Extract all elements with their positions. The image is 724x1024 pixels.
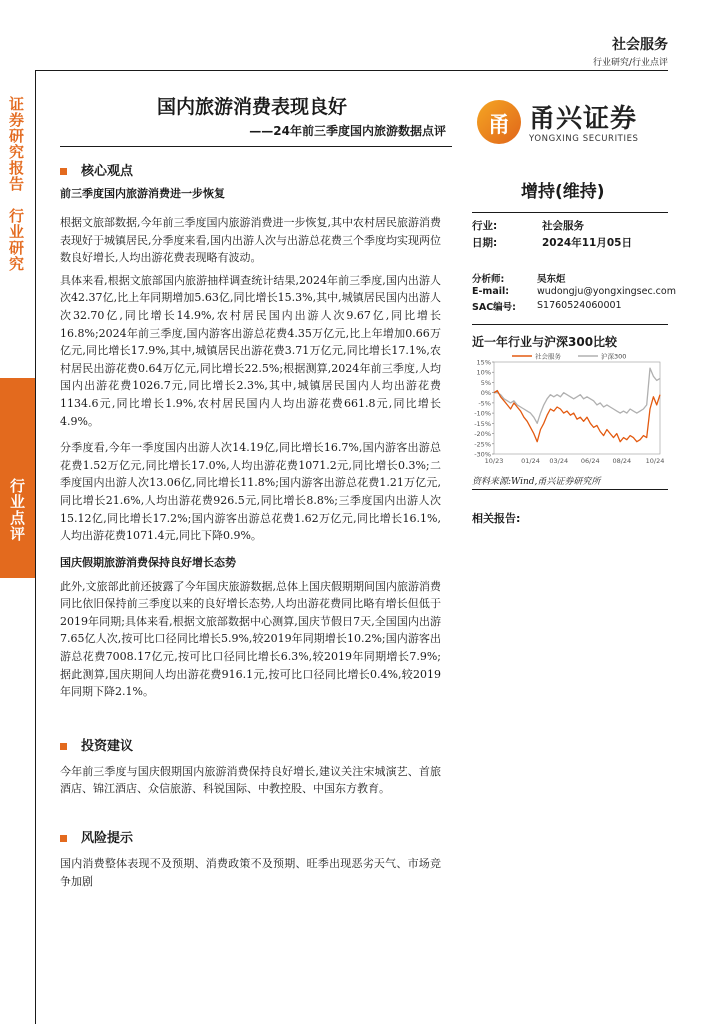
paragraph-6: 国内消费整体表现不及预期、消费政策不及预期、旺季出现恶劣天气、市场竞争加剧 xyxy=(60,857,441,888)
related-reports: 相关报告: xyxy=(472,512,521,525)
y-tick-label: -15% xyxy=(474,419,491,428)
paragraph-3: 分季度看,今年一季度国内出游人次14.19亿,同比增长16.7%,国内游客出游总花费1.52万亿元,同比增长17.0%,人均出游花费1071.2元,同比增长0.3%;二季度国内出游人次13.06亿,同比增长11.8%;国内游客出游总花费1.21万亿元,同比增长21.6%,人均出游花费926.5元,同比增长8.8%;三季度国内出游人次15.12亿,同比增长17.2%;国内游客出游总花费1.62万亿元,同比增长16.1%,人均出游花费1071.4元,同比下降0.9%。 xyxy=(60,441,441,543)
industry-value: 社会服务 xyxy=(542,220,584,232)
logo-mark-glyph: 甬 xyxy=(487,113,510,138)
paragraph-2: 具体来看,根据文旅部国内旅游抽样调查统计结果,2024年前三季度,国内出游人次42.37亿,比上年同期增加5.63亿,同比增长15.3%,其中,城镇居民国内出游人次32.70亿,同比增长14.9%,农村居民国内出游人次9.67亿,同比增长16.8%;2024年前三季度,国内游客出游总花费4.35万亿元,比上年增加0.66万亿元,同比增长17.9%,其中,城镇居民出游花费3.71万亿元,同比增长17.1%,农村居民出游花费0.64万亿元,同比增长22.5%;根据测算,2024年前三季度,人均国内出游花费1026.7元,同比增长2.3%,其中,城镇居民国内人均出游花费1134.6元,同比增长1.9%,农村居民国内人均出游花费661.8元,同比增长4.9%。 xyxy=(60,273,441,428)
x-tick-label: 06/24 xyxy=(580,457,600,465)
y-tick-label: -30% xyxy=(474,450,491,459)
sidebar-top-label: 证券研究报告 xyxy=(7,96,25,192)
logo xyxy=(477,96,667,152)
bullet-square-icon xyxy=(60,168,67,175)
invest-heading-text: 投资建议 xyxy=(81,738,134,754)
analyst-label: 分析师: xyxy=(472,274,505,285)
subheading-q3: 前三季度国内旅游消费进一步恢复 xyxy=(60,187,225,200)
x-tick-label: 08/24 xyxy=(612,457,632,465)
date-label: 日期: xyxy=(472,237,498,249)
page-subtitle: ——24年前三季度国内旅游数据点评 xyxy=(249,124,446,138)
chart-source: 资料来源:Wind,甬兴证券研究所 xyxy=(472,477,601,487)
paragraph-1: 根据文旅部数据,今年前三季度国内旅游消费进一步恢复,其中农村居民旅游消费表现好于城镇居民,分季度来看,国内出游人次与出游总花费三个季度均实现两位数良好增长,人均出游花费表现略有波动。 xyxy=(60,216,441,265)
logo-en: YONGXING SECURITIES xyxy=(529,134,639,144)
risk-heading-text: 风险提示 xyxy=(81,831,134,847)
legend-label: 沪深300 xyxy=(601,352,627,361)
logo-mark xyxy=(477,100,521,144)
core-heading-text: 核心观点 xyxy=(81,164,134,179)
x-tick-label: 10/24 xyxy=(645,457,665,465)
x-tick-label: 03/24 xyxy=(549,457,569,465)
y-tick-label: 10% xyxy=(476,368,491,377)
y-tick-label: 5% xyxy=(480,378,491,387)
chart-rule xyxy=(472,489,668,490)
header-category: 行业研究/行业点评 xyxy=(592,58,668,68)
y-tick-label: 15% xyxy=(476,358,491,367)
email-label: E-mail: xyxy=(472,286,510,298)
page-title: 国内旅游消费表现良好 xyxy=(156,96,347,118)
industry-label: 行业: xyxy=(472,220,498,232)
y-tick-label: -10% xyxy=(474,409,491,418)
chart-title: 近一年行业与沪深300比较 xyxy=(472,335,618,349)
legend-label: 社会服务 xyxy=(535,352,561,361)
x-tick-label: 10/23 xyxy=(484,457,504,465)
x-tick-label: 01/24 xyxy=(521,457,540,465)
info-rule xyxy=(472,324,668,325)
email-value: wudongju@yongxingsec.com xyxy=(537,286,676,298)
bullet-square-icon xyxy=(60,835,67,842)
sac-value: S1760524060001 xyxy=(537,300,622,311)
paragraph-4: 此外,文旅部此前还披露了今年国庆旅游数据,总体上国庆假期期间国内旅游消费同比依旧保持前三季度以来的良好增长态势,人均出游花费同比略有增长但低于2019年同期;具体来看,根据文旅部数据中心测算,国庆节假日7天,全国国内出游7.65亿人次,按可比口径同比增长5.9%,较2019年同期增长10.2%;国内游客出游总花费7008.17亿元,按可比口径同比增长6.3%,较2019年同期增长7.9%;据此测算,国庆期间人均出游花费916.1元,按可比口径同比增长0.4%,较2019年同期下降2.1%。 xyxy=(60,579,441,699)
sidebar-tab-label: 行业点评 xyxy=(8,478,26,542)
risk-heading xyxy=(60,827,441,846)
invest-heading xyxy=(60,735,441,754)
industry-info xyxy=(472,217,632,251)
y-tick-label: 0% xyxy=(480,389,491,398)
logo-cn: 甬兴证券 xyxy=(529,104,638,134)
paragraph-5: 今年前三季度与国庆假期国内旅游消费保持良好增长,建议关注宋城演艺、首旅酒店、锦江酒店、众信旅游、科锐国际、中教控股、中国东方教育。 xyxy=(60,764,441,796)
y-tick-label: -25% xyxy=(474,440,491,449)
core-heading xyxy=(60,160,441,178)
analyst-info xyxy=(472,271,676,313)
rating-rule xyxy=(472,212,668,213)
date-value: 2024年11月05日 xyxy=(542,237,632,249)
rating: 增持(维持) xyxy=(521,182,605,202)
y-tick-label: -20% xyxy=(474,430,491,439)
main-body xyxy=(60,160,441,890)
header-rule xyxy=(36,70,668,71)
comparison-chart xyxy=(472,350,672,472)
header-sector: 社会服务 xyxy=(612,37,668,53)
sidebar-line xyxy=(35,70,36,1024)
sac-label: SAC编号: xyxy=(472,301,516,313)
bullet-square-icon xyxy=(60,743,67,750)
title-rule xyxy=(60,146,452,147)
y-tick-label: -5% xyxy=(478,399,491,408)
series-line-social-services xyxy=(494,391,660,442)
subheading-national-day: 国庆假期旅游消费保持良好增长态势 xyxy=(60,555,236,569)
series-line-csi300 xyxy=(494,368,660,423)
sidebar-mid-label: 行业研究 xyxy=(7,208,25,272)
analyst-value: 吴东炬 xyxy=(537,274,566,285)
